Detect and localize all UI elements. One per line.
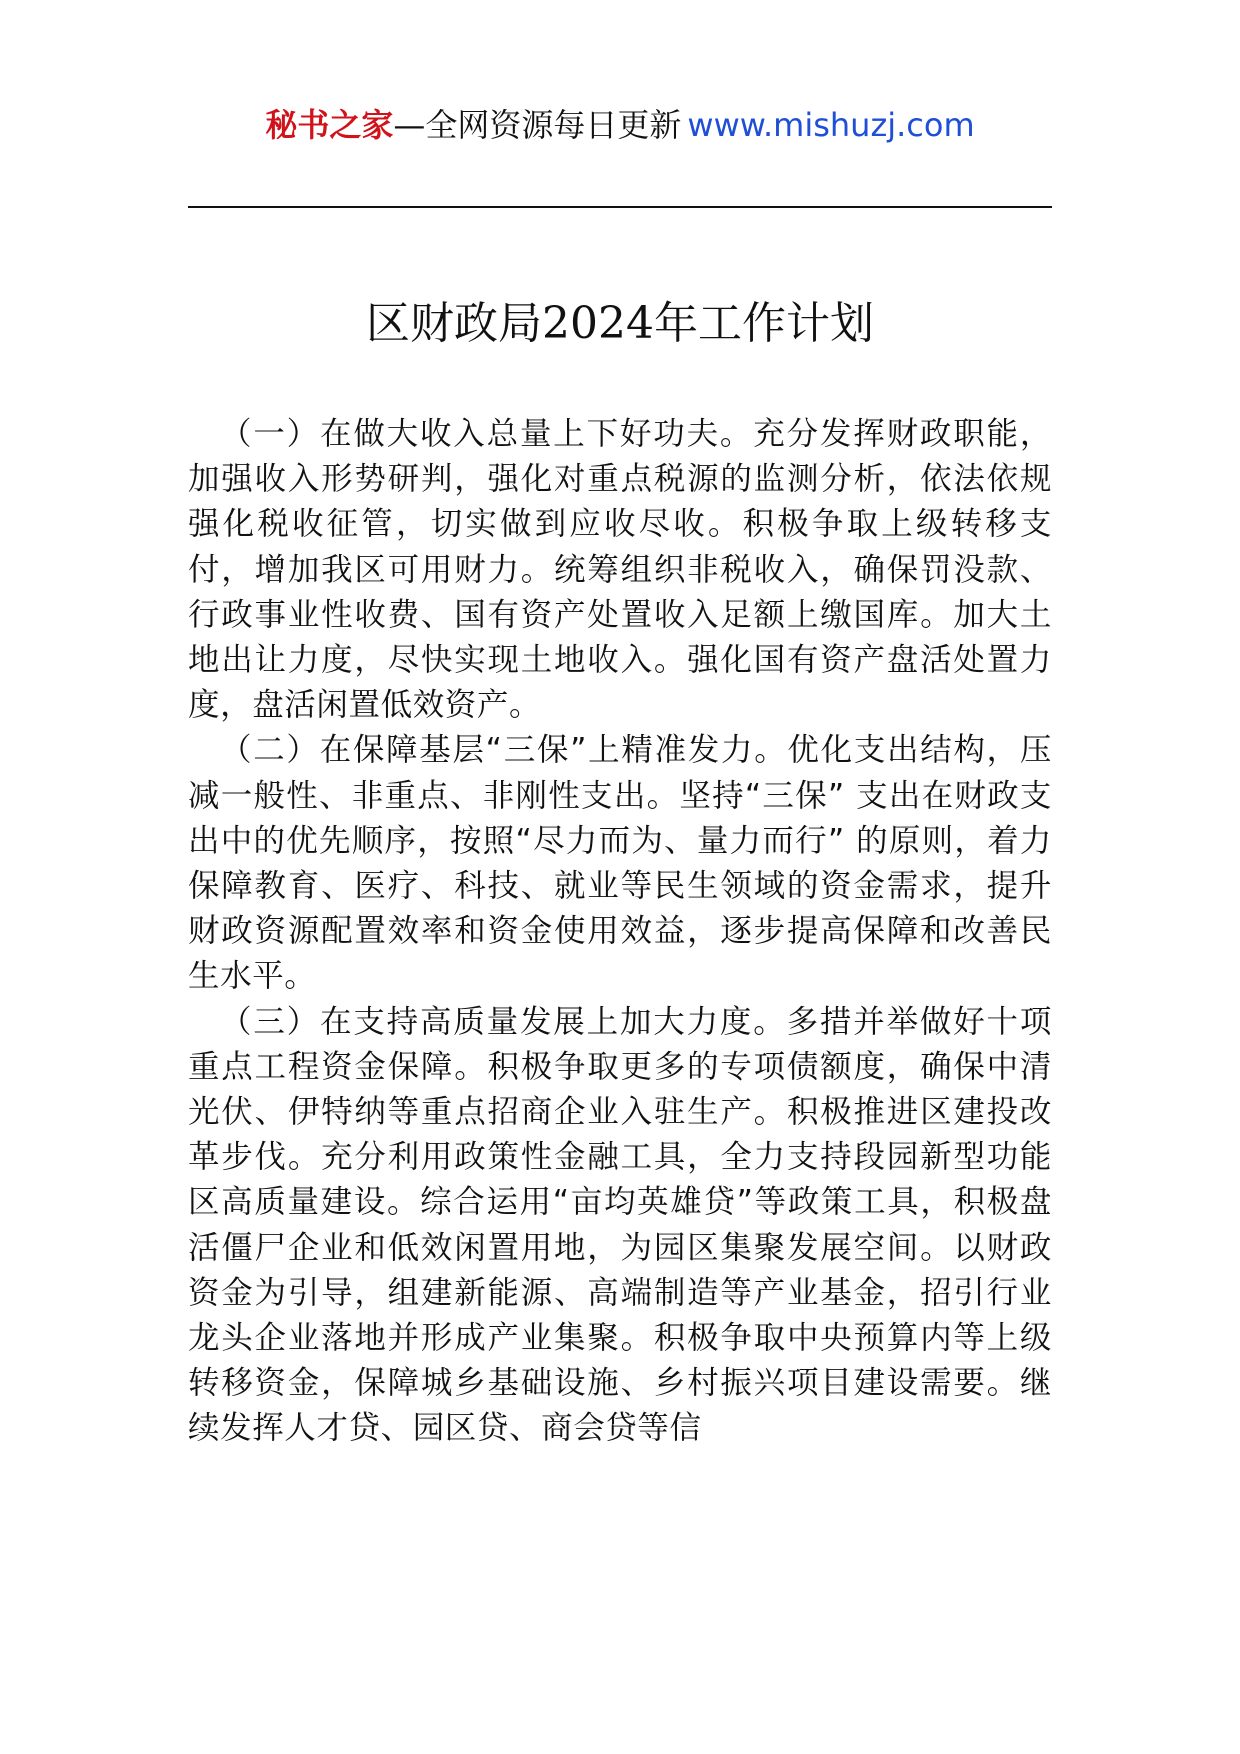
site-brand: 秘书之家 [265,106,394,144]
paragraph-2: （二）在保障基层“三保”上精准发力。优化支出结构，压减一般性、非重点、非刚性支出。坚持“三保” 支出在财政支出中的优先顺序，按照“尽力而为、量力而行” 的原则，着力保障教育、医疗、科技、就业等民生领域的资金需求，提升财政资源配置效率和资金使用效益，逐步提高保障和改善民生水平。 [188,732,1052,995]
document-body [188,412,1052,1452]
site-header [0,103,1240,147]
paragraph-3: （三）在支持高质量发展上加大力度。多措并举做好十项重点工程资金保障。积极争取更多的专项债额度，确保中清光伏、伊特纳等重点招商企业入驻生产。积极推进区建投改革步伐。充分利用政策性金融工具，全力支持段园新型功能区高质量建设。综合运用“亩均英雄贷”等政策工具，积极盘活僵尸企业和低效闲置用地，为园区集聚发展空间。以财政资金为引导，组建新能源、高端制造等产业基金，招引行业龙头企业落地并形成产业集聚。积极争取中央预算内等上级转移资金，保障城乡基础设施、乡村振兴项目建设需要。继续发挥人才贷、园区贷、商会贷等信 [188,1003,1052,1447]
header-divider [188,206,1052,208]
site-url-link[interactable]: www.mishuzj.com [687,106,975,144]
paragraph-1: （一）在做大收入总量上下好功夫。充分发挥财政职能，加强收入形势研判，强化对重点税源的监测分析，依法依规强化税收征管，切实做到应收尽收。积极争取上级转移支付，增加我区可用财力。统筹组织非税收入，确保罚没款、行政事业性收费、国有资产处置收入足额上缴国库。加大土地出让力度，尽快实现土地收入。强化国有资产盘活处置力度，盘活闲置低效资产。 [188,416,1052,724]
site-tagline: —全网资源每日更新 [393,106,682,144]
document-title: 区财政局2024年工作计划 [366,298,874,349]
